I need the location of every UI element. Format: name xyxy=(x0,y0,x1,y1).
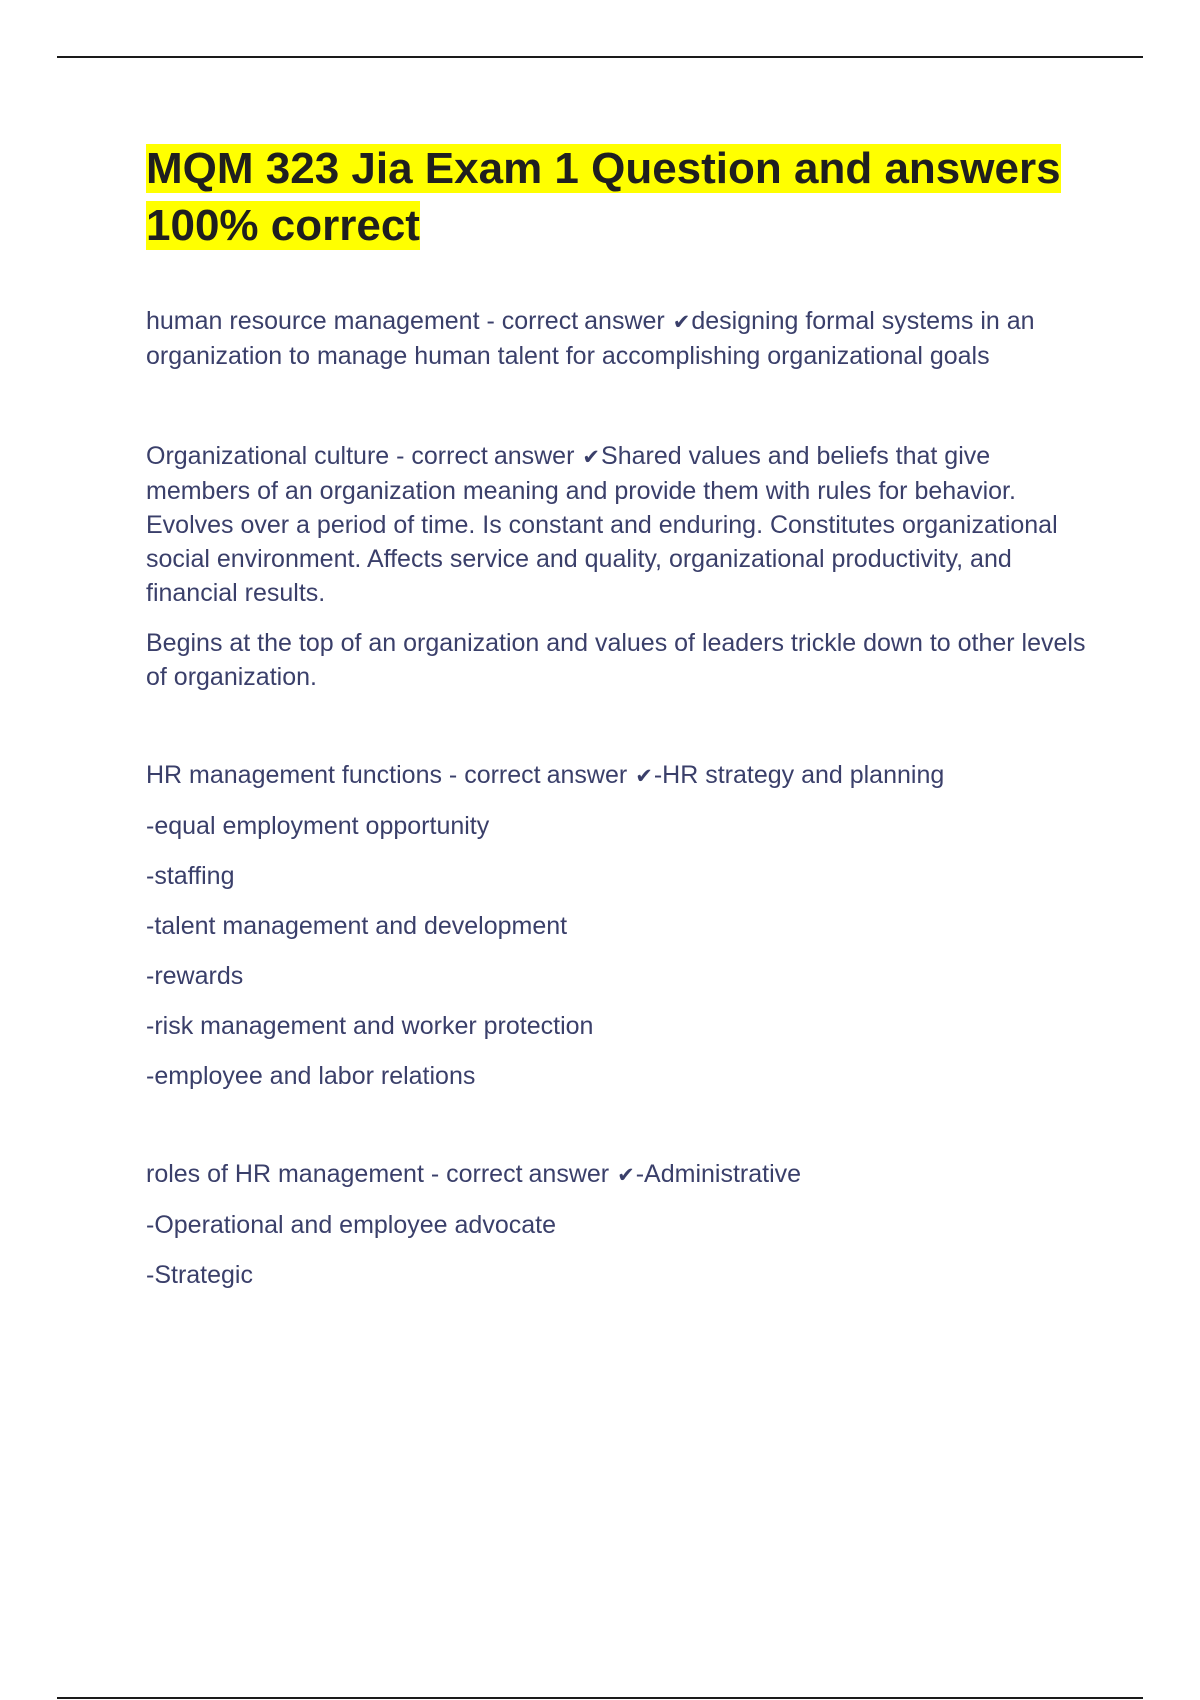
list-item: -risk management and worker protection xyxy=(146,1012,594,1040)
answer-label: answer xyxy=(584,307,665,335)
answer-text: designing formal systems in an organization to manage human talent for accomplishing organizational goals xyxy=(146,307,1035,370)
answer-label: answer xyxy=(528,1160,610,1188)
answer-text: -HR strategy and planning xyxy=(653,761,945,789)
question-term: HR management functions - correct xyxy=(146,761,541,789)
qa-paragraph xyxy=(146,1157,1086,1192)
list-item: -equal employment opportunity xyxy=(146,812,490,840)
list-item: -employee and labor relations xyxy=(146,1062,476,1090)
answer-text: -Administrative xyxy=(635,1160,802,1188)
check-icon: ✔ xyxy=(635,764,653,788)
answer-label: answer xyxy=(546,761,628,789)
qa-paragraph xyxy=(146,758,1086,793)
list-item: -Operational and employee advocate xyxy=(146,1211,556,1239)
answer-continuation: Begins at the top of an organization and values of leaders trickle down to other levels of organization. xyxy=(146,629,1086,691)
bottom-rule xyxy=(57,1697,1143,1699)
list-item: -staffing xyxy=(146,862,235,890)
answer-label: answer xyxy=(493,442,575,470)
qa-entry-culture xyxy=(146,439,1086,694)
qa-paragraph xyxy=(146,304,1086,373)
top-rule xyxy=(57,56,1143,58)
check-icon: ✔ xyxy=(672,310,691,334)
qa-paragraph xyxy=(146,439,1086,610)
qa-entry-hrm xyxy=(146,304,1086,373)
list-item: -talent management and development xyxy=(146,912,568,940)
check-icon: ✔ xyxy=(582,445,601,469)
check-icon: ✔ xyxy=(617,1163,635,1187)
title-highlight: MQM 323 Jia Exam 1 Question and answers 100% correct xyxy=(146,144,1061,250)
qa-entry-roles xyxy=(146,1157,1086,1292)
question-term: human resource management - correct xyxy=(146,307,579,335)
qa-entry-functions xyxy=(146,758,1086,1093)
list-item: -rewards xyxy=(146,962,244,990)
document-body xyxy=(146,140,1086,1292)
list-item: -Strategic xyxy=(146,1261,253,1289)
page-title xyxy=(146,140,1086,254)
question-term: Organizational culture - correct xyxy=(146,442,488,470)
question-term: roles of HR management - correct xyxy=(146,1160,523,1188)
answer-text: Shared values and beliefs that give members of an organization meaning and provide them with rules for behavior. Evolves over a period of time. Is constant and enduring. Constitutes organizational social environment. Affects service and quality, organizational productivity, and financial results. xyxy=(146,442,1058,607)
